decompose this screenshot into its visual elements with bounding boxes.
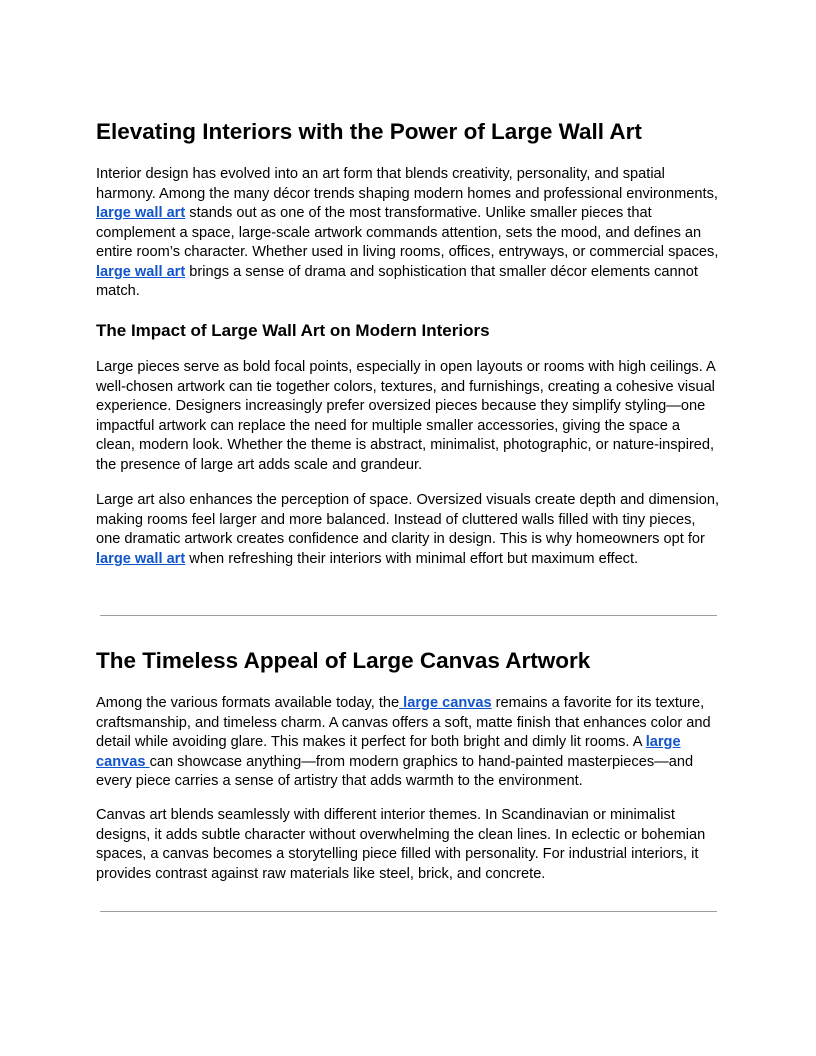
canvas-paragraph [96,694,722,792]
space-text-2: when refreshing their interiors with minimal effort but maximum effect. [185,550,639,567]
large-canvas-link-1[interactable]: large canvas [399,695,492,711]
space-paragraph [96,491,722,569]
section-1-subheading: The Impact of Large Wall Art on Modern Interiors [96,321,490,340]
large-wall-art-link-1[interactable]: large wall art [96,205,186,221]
large-wall-art-link-2[interactable]: large wall art [96,263,186,280]
impact-paragraph: Large pieces serve as bold focal points, especially in open layouts or rooms with high ceilings. A well-chosen artwork can tie together colors, textures, and furnishings, creating a cohesive visual experience. Designers increasingly prefer oversized pieces because they simplify styling—one impactful artwork can replace the need for multiple smaller accessories, giving the space a clean, modern look. Whether the theme is abstract, minimalist, photographic, or nature-inspired, the presence of large art adds scale and grandeur. [96,359,715,473]
canvas-text-2: remains a favorite for its texture, craftsmanship, and timeless charm. A canvas offers a soft, matte finish that enhances color and detail while avoiding glare. This makes it perfect for both bright and dimly lit rooms. A [96,695,711,750]
large-canvas-link-2[interactable]: large canvas [96,734,681,770]
section-1-title: Elevating Interiors with the Power of Large Wall Art [96,119,642,144]
canvas-text-1: Among the various formats available today, the [96,695,400,711]
large-wall-art-link-3[interactable]: large wall art [96,550,186,567]
canvas-text-3: can showcase anything—from modern graphics to hand-painted masterpieces—and every piece carries a sense of artistry that adds warmth to the environment. [96,753,694,789]
intro-text-1: Interior design has evolved into an art form that blends creativity, personality, and spatial harmony. Among the many décor trends shaping modern homes and professional environments, [96,166,718,202]
themes-paragraph: Canvas art blends seamlessly with different interior themes. In Scandinavian or minimalist designs, it adds subtle character without overwhelming the clean lines. In eclectic or bohemian spaces, a canvas becomes a storytelling piece filled with personality. For industrial interiors, it provides contrast against raw materials like steel, brick, and concrete. [96,807,706,882]
space-text-1: Large art also enhances the perception of space. Oversized visuals create depth and dimension, making rooms feel larger and more balanced. Instead of cluttered walls filled with tiny pieces, one dramatic artwork creates confidence and clarity in design. This is why homeowners opt for [96,492,720,547]
intro-paragraph [96,165,722,302]
section-divider-2 [100,911,717,912]
section-2-title: The Timeless Appeal of Large Canvas Artwork [96,648,591,673]
intro-text-3: brings a sense of drama and sophistication that smaller décor elements cannot match. [96,263,698,299]
section-divider-1 [100,615,717,616]
intro-text-2: stands out as one of the most transformative. Unlike smaller pieces that complement a space, large-scale artwork commands attention, sets the mood, and defines an entire room’s character. Whether used in living rooms, offices, entryways, or commercial spaces, [96,205,719,260]
